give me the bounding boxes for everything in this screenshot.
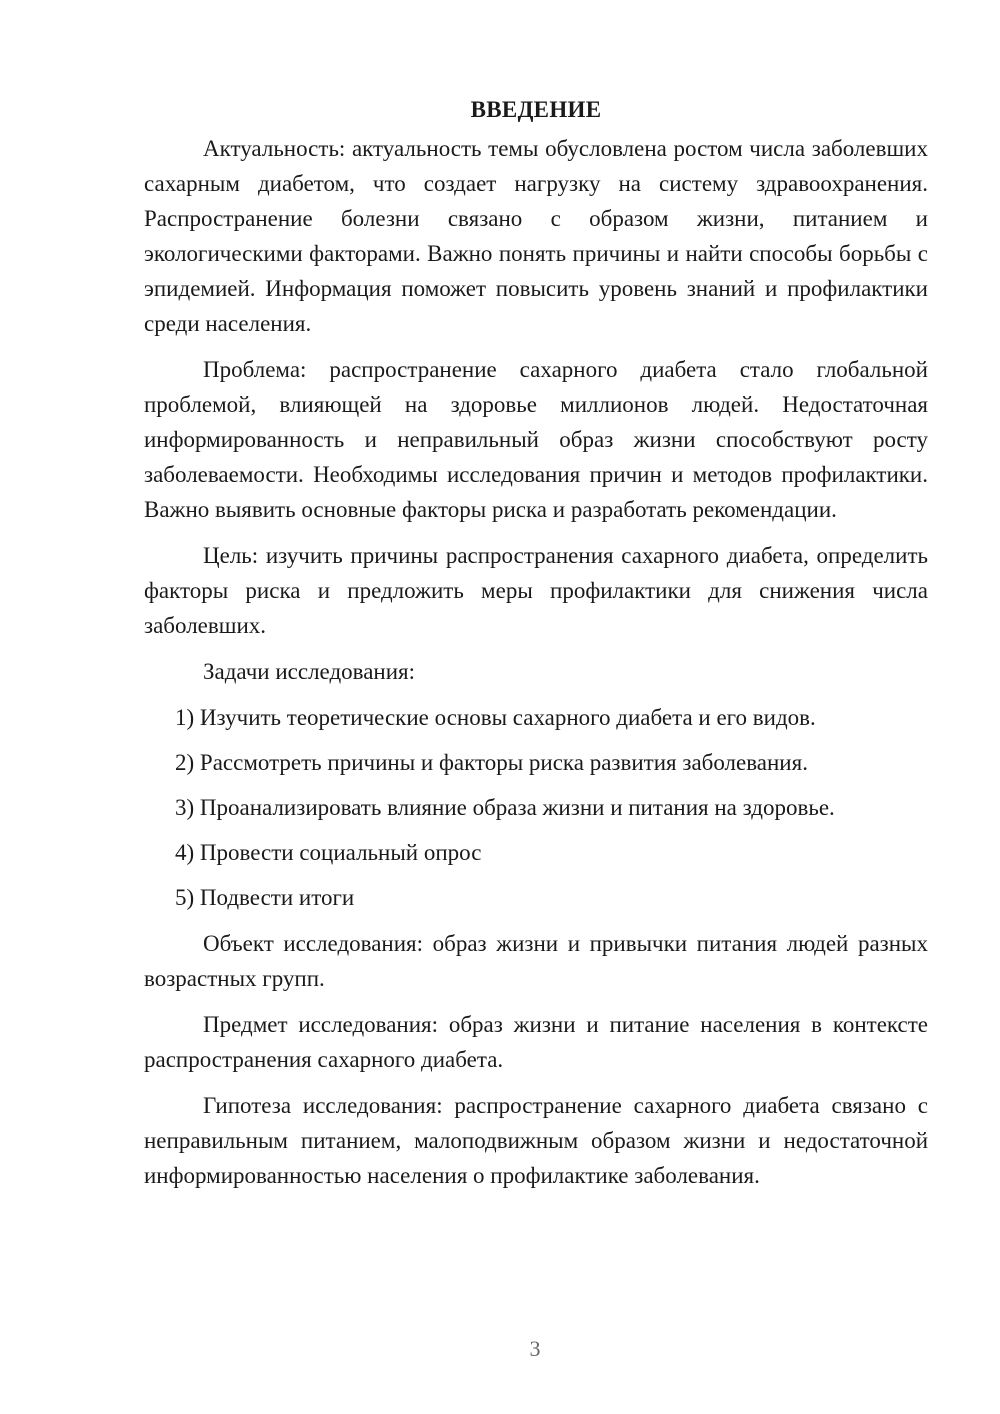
subject-paragraph: Предмет исследования: образ жизни и питание населения в контексте распространения сахарного диабета. bbox=[144, 1012, 928, 1072]
hypothesis-paragraph: Гипотеза исследования: распространение сахарного диабета связано с неправильным питанием, малоподвижным образом жизни и недостаточной информированностью населения о профилактике заболевания. bbox=[144, 1093, 928, 1188]
relevance-paragraph: Актуальность: актуальность темы обусловлена ростом числа заболевших сахарным диабетом, что создает нагрузку на систему здравоохранения. Распространение болезни связано с образом жизни, питанием и экологическими факторами. Важно понять причины и найти способы борьбы с эпидемией. Информация поможет повысить уровень знаний и профилактики среди населения. bbox=[144, 136, 928, 336]
task-item-1: 1) Изучить теоретические основы сахарного диабета и его видов. bbox=[175, 705, 816, 730]
goal-paragraph: Цель: изучить причины распространения сахарного диабета, определить факторы риска и предложить меры профилактики для снижения числа заболевших. bbox=[144, 543, 928, 638]
tasks-heading: Задачи исследования: bbox=[203, 659, 416, 684]
task-item-4: 4) Провести социальный опрос bbox=[175, 840, 482, 865]
task-item-2: 2) Рассмотреть причины и факторы риска развития заболевания. bbox=[175, 750, 808, 775]
section-heading: ВВЕДЕНИЕ bbox=[470, 97, 602, 122]
tasks-list bbox=[144, 700, 928, 915]
object-paragraph: Объект исследования: образ жизни и привычки питания людей разных возрастных групп. bbox=[144, 931, 928, 991]
page-number: 3 bbox=[529, 1336, 541, 1361]
problem-paragraph: Проблема: распространение сахарного диабета стало глобальной проблемой, влияющей на здоровье миллионов людей. Недостаточная информированность и неправильный образ жизни способствуют росту заболеваемости. Необходимы исследования причин и методов профилактики. Важно выявить основные факторы риска и разработать рекомендации. bbox=[144, 357, 928, 522]
task-item-3: 3) Проанализировать влияние образа жизни и питания на здоровье. bbox=[175, 795, 835, 820]
task-item-5: 5) Подвести итоги bbox=[175, 885, 355, 910]
page-content bbox=[144, 92, 928, 1204]
